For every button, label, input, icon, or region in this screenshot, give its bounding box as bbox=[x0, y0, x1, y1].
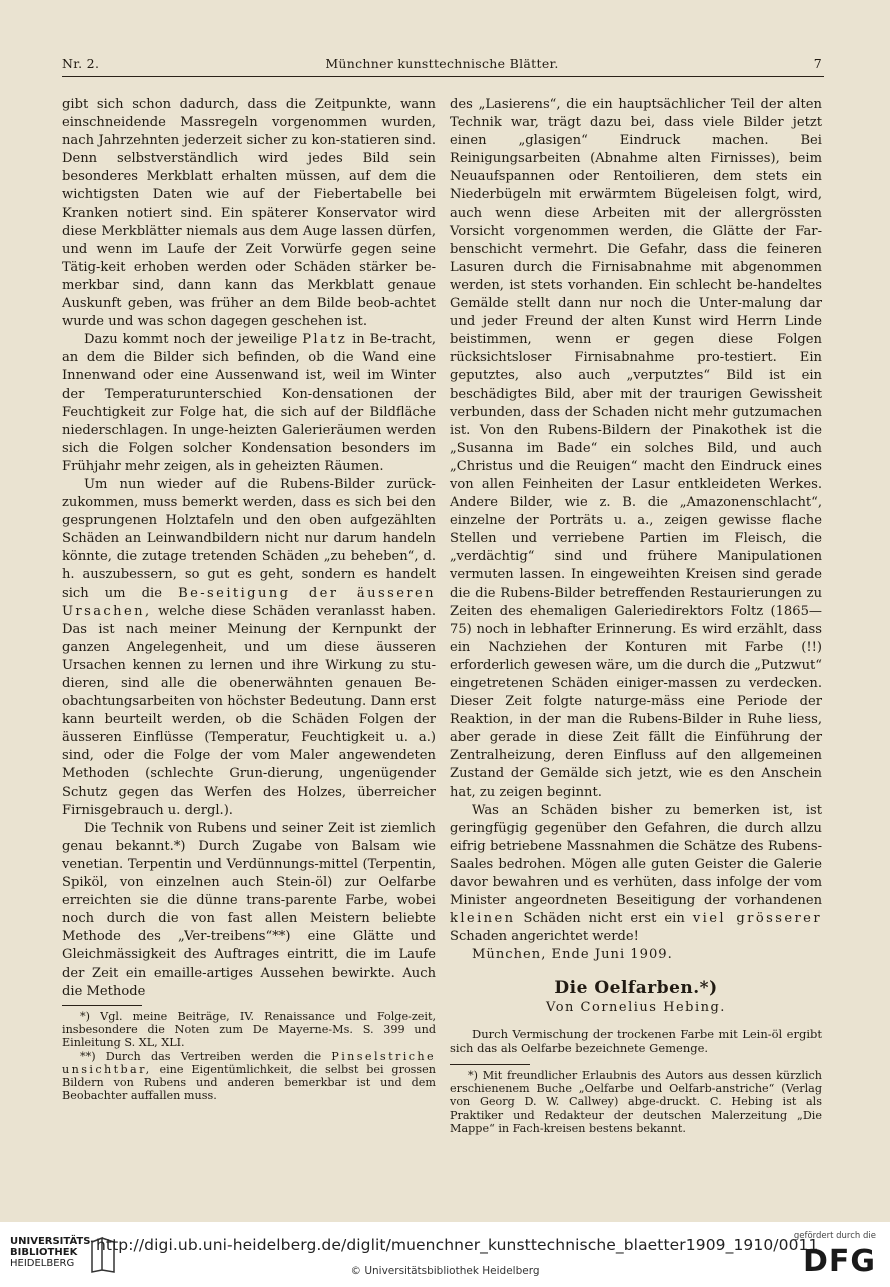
emphasis-spaced: Platz bbox=[302, 332, 348, 348]
text-run: in Be-tracht, an dem die Bilder sich befinden, ob die Wand eine Innenwand oder eine Aussenwand ist, weil im Winter der Temperaturunterschied Kon-densationen der Feuchtigkeit zur Folge hat, die sich auf der Bildfläche niederschlagen. In unge-heizten Galerieräumen werden sich die Folgen solcher Kondensation besonders im Frühjahr mehr zeigen, als in geheizten Räumen. bbox=[62, 332, 436, 474]
text-run: Schäden nicht erst ein bbox=[523, 911, 685, 927]
text-run: Was an Schäden bisher zu bemerken ist, ist geringfügig gegenüber den Gefahren, die durch allzu eifrig betriebene Massnahmen die Schätze des Rubens-Saales bedrohen. Mögen alle guten Geister die Galerie davor bewahren und es verhüten, dass infolge der vom Minister angeordneten Beseitigung der vorhandenen bbox=[450, 802, 822, 909]
paragraph: Die Technik von Rubens und seiner Zeit ist ziemlich genau bekannt.*) Durch Zugabe von Balsam wie venetian. Terpentin und Verdünnungs-mittel (Terpentin, Spiköl, von einzelnen auch Stein-öl) zur Oelfarbe erreichten sie die dünne trans-parente Farbe, wobei noch durch die von fast allen Meistern beliebte Methode des „Ver-treibens“**) eine Glätte und Gleichmässigkeit des Auftrages eintritt, die im Laufe der Zeit ein emaille-artiges Aussehen bewirkte. Auch die Methode bbox=[62, 820, 436, 999]
permalink-url[interactable]: http://digi.ub.uni-heidelberg.de/diglit/muenchner_kunsttechnische_blaetter1909_1910/0011 bbox=[96, 1236, 819, 1254]
article-lead: Durch Vermischung der trockenen Farbe mit Lein-öl ergibt sich das als Oelfarbe bezeichnete Gemenge. bbox=[450, 1026, 822, 1056]
right-column bbox=[450, 96, 822, 1135]
header-rule bbox=[62, 76, 824, 77]
text-run: Schaden angerichtet werde! bbox=[450, 929, 639, 945]
emphasis-spaced: kleinen bbox=[450, 911, 516, 927]
footnotes bbox=[450, 1069, 822, 1135]
footnote bbox=[62, 1050, 436, 1103]
paragraph: gibt sich schon dadurch, dass die Zeitpunkte, wann einschneidende Massregeln vorgenommen wurden, nach Jahrzehnten jederzeit sicher zu kon-statieren sind. Denn selbstverständlich wird jedes Bild sein besonderes Merkblatt erhalten müssen, auf dem die wichtigsten Daten wie auf der Fiebertabelle bei Kranken notiert sind. Ein späterer Konservator wird diese Merkblätter niemals aus dem Auge lassen dürfen, und wenn im Laufe der Zeit Vorwürfe gegen seine Tätig-keit erhoben werden oder Schäden stärker be-merkbar sind, dann kann das Merkblatt genaue Auskunft geben, was früher an dem Bilde beob-achtet wurde und was schon dagegen geschehen ist. bbox=[62, 97, 436, 330]
funding-note: gefördert durch die bbox=[793, 1231, 876, 1241]
article-author: Von Cornelius Hebing. bbox=[546, 999, 726, 1015]
footnote-rule bbox=[62, 1005, 142, 1006]
copyright-notice: © Universitätsbibliothek Heidelberg bbox=[350, 1265, 540, 1277]
journal-title: Münchner kunsttechnische Blätter. bbox=[325, 56, 559, 71]
page-number: 7 bbox=[813, 56, 822, 71]
text-run: Um nun wieder auf die Rubens-Bilder zurück-zukommen, muss bemerkt werden, dass es sich bei den gesprungenen Holztafeln und den oben aufgezählten Schäden an Leinwandbildern nicht nur darum handeln könnte, die zutage tretenden Schäden „zu beheben“, d. h. auszubessern, so gut es geht, sondern es handelt sich um die bbox=[62, 476, 436, 601]
left-column bbox=[62, 96, 436, 1103]
text-run: welche diese Schäden veranlasst haben. Das ist nach meiner Meinung der Kernpunkt der ganzen Angelegenheit, und um diese äusseren Ursachen kennen zu lernen und ihre Wirkung zu stu-dieren, sind alle die obenerwähnten genauen Be-obachtungsarbeiten von höchster Bedeutung. Dann erst kann beurteilt werden, ob die Schäden Folgen der äusseren Einflüsse (Temperatur, Feuchtigkeit u. a.) sind, oder die Folge der vom Maler angewendeten Methoden (schlechte Grun-dierung, ungenügender Schutz gegen das Werfen des Holzes, überreicher Firnisgebrauch u. dergl.). bbox=[62, 603, 436, 818]
text-run: eine Eigentümlichkeit, die selbst bei grossen Bildern von Rubens und anderen bemerkbar ist und dem Beobachter auffallen muss. bbox=[62, 1062, 436, 1103]
text-run: Dazu kommt noch der jeweilige bbox=[84, 332, 298, 348]
footnote-rule bbox=[450, 1064, 530, 1065]
emphasis-spaced: Pinselstriche unsichtbar, bbox=[62, 1049, 436, 1076]
emphasis-spaced: Be-seitigung der äusseren Ursachen, bbox=[62, 585, 436, 619]
signature-line: München, Ende Juni 1909. bbox=[472, 947, 673, 963]
paragraph bbox=[62, 331, 436, 476]
logo-line: HEIDELBERG bbox=[10, 1258, 75, 1269]
footnote: *) Mit freundlicher Erlaubnis des Autors aus dessen kürzlich erschienenem Buche „Oelfarbe und Oelfarb-anstriche“ (Verlag von Georg D. W. Callwey) abge-druckt. C. Hebing ist als Praktiker und Redakteur der deutschen Malerzeitung „Die Mappe“ in Fach-kreisen bestens bekannt. bbox=[450, 1068, 822, 1135]
paragraph bbox=[62, 476, 436, 820]
emphasis-spaced: viel grösserer bbox=[692, 911, 822, 927]
viewer-footer bbox=[0, 1222, 890, 1287]
footnote: *) Vgl. meine Beiträge, IV. Renaissance und Folge-zeit, insbesondere die Noten zum De Mayerne-Ms. S. 399 und Einleitung S. XL, XLI. bbox=[62, 1009, 436, 1050]
running-header bbox=[62, 52, 822, 76]
logo-line: UNIVERSITÄTS- bbox=[10, 1236, 95, 1247]
logo-line: BIBLIOTHEK bbox=[10, 1247, 78, 1258]
paragraph bbox=[450, 802, 822, 947]
text-run: **) Durch das Vertreiben werden die bbox=[80, 1049, 322, 1063]
article-title: Die Oelfarben.*) bbox=[554, 977, 718, 998]
footnotes bbox=[62, 1010, 436, 1103]
dfg-logo[interactable]: DFG bbox=[802, 1244, 876, 1279]
paragraph: des „Lasierens“, die ein hauptsächlicher Teil der alten Technik war, trägt dazu bei, dass viele Bilder jetzt einen „glasigen“ Eindruck machen. Bei Reinigungsarbeiten (Abnahme alten Firnisses), beim Neuaufspannen oder Rentoilieren, dem stets ein Niederbügeln mit erwärmtem Bügeleisen folgt, wird, auch wenn diese Arbeiten mit der allergrössten Vorsicht vorgenommen werden, die Glätte der Far-benschicht vermehrt. Die Gefahr, dass die feineren Lasuren durch die Firnisabnahme mit abgenommen werden, ist stets vorhanden. Ein schlecht be-handeltes Gemälde stellt dann nur noch die Unter-malung dar und jeder Freund der alten Kunst wird Herrn Linde beistimmen, wenn er gegen diese Folgen rücksichtsloser Firnisabnahme pro-testiert. Ein geputztes, also auch „verputztes“ Bild ist ein beschädigtes Bild, aber mit der traurigen Gewissheit verbunden, dass der Schaden nicht mehr gutzumachen ist. Von den Rubens-Bildern der Pinakothek ist die „Susanna im Bade“ ein solches Bild, und auch „Christus und die Reuigen“ macht den Eindruck eines von allen Feinheiten der Lasur entkleideten Werkes. Andere Bilder, wie z. B. die „Amazonenschlacht“, einzelne der Porträts u. a., zeigen gewisse flache Stellen und verriebene Partien im Fleisch, die „verdächtig“ sind und frühere Manipulationen vermuten lassen. In eingeweihten Kreisen sind gerade die die Rubens-Bilder betreffenden Restaurierungen zu Zeiten des ehemaligen Galeriedirektors Foltz (1865—75) noch in lebhafter Erinnerung. Es wird erzählt, dass ein Nachziehen der Konturen mit Farbe (!!) erforderlich gewesen wäre, um die durch die „Putzwut“ eingetretenen Schäden einiger-massen zu verdecken. Dieser Zeit folgte naturge-mäss eine Periode der Reaktion, in der man die Rubens-Bilder in Ruhe liess, aber gerade in diese Zeit fällt die Einführung der Zentralheizung, deren Einfluss auf den allgemeinen Zustand der Gemälde sich jetzt, wie es den Anschein hat, zu zeigen beginnt. bbox=[450, 97, 822, 800]
issue-number: Nr. 2. bbox=[62, 56, 100, 71]
